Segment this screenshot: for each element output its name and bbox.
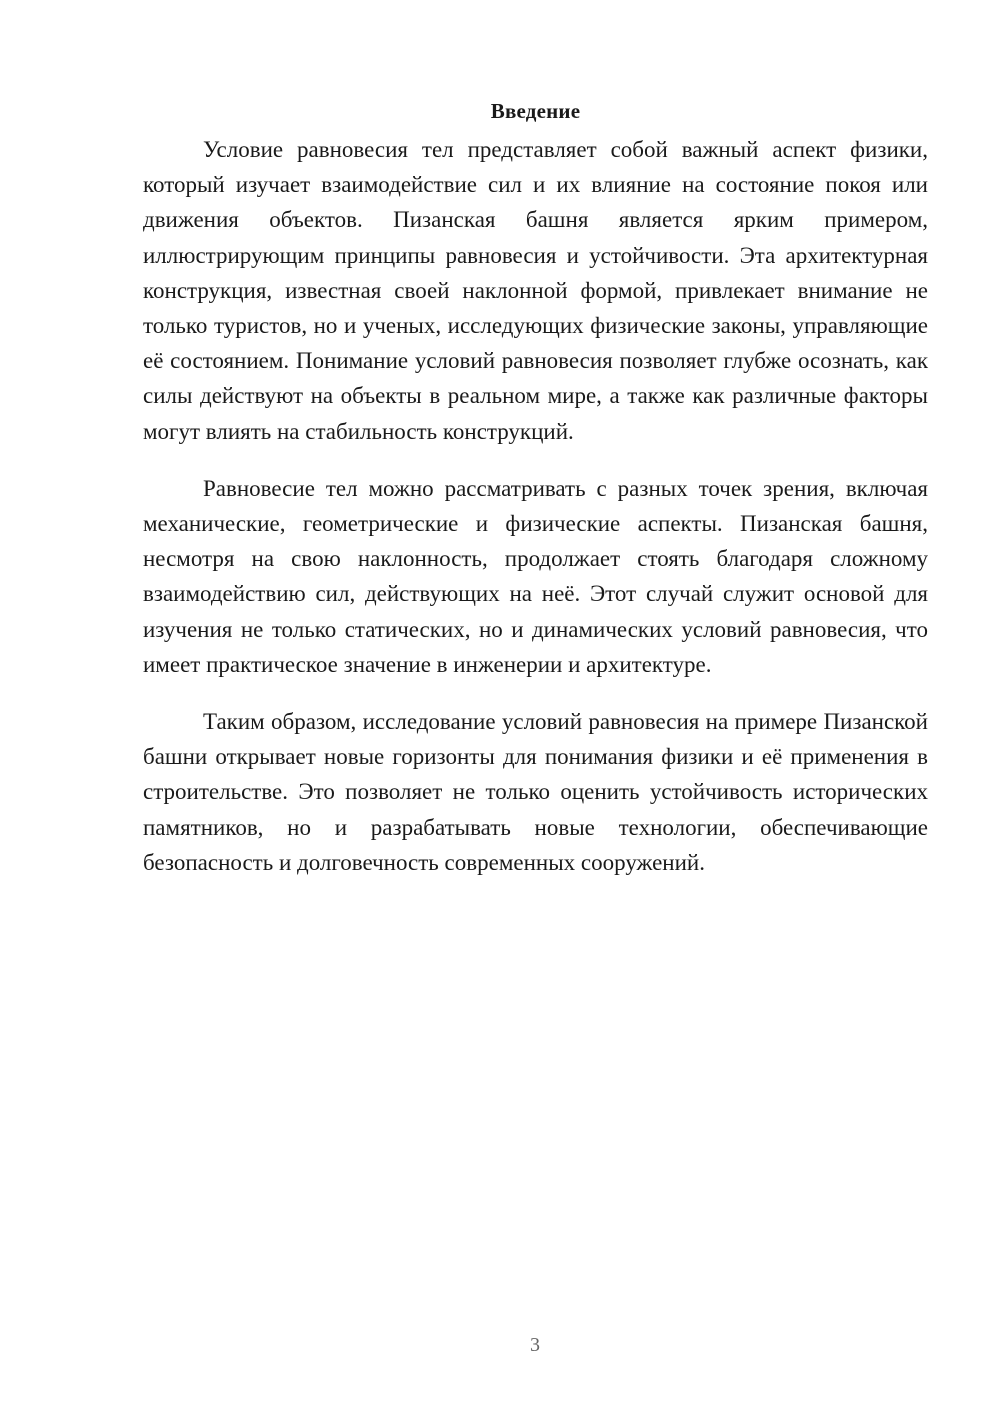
paragraph-3: Таким образом, исследование условий равновесия на примере Пизанской башни открывает новые горизонты для понимания физики и её применения в строительстве. Это позволяет не только оценить устойчивость исторических памятников, но и разрабатывать новые технологии, обеспечивающие безопасность и долговечность современных сооружений. [143,709,928,875]
paragraph-2: Равновесие тел можно рассматривать с разных точек зрения, включая механические, геометрические и физические аспекты. Пизанская башня, несмотря на свою наклонность, продолжает стоять благодаря сложному взаимодействию сил, действующих на неё. Этот случай служит основой для изучения не только статических, но и динамических условий равновесия, что имеет практическое значение в инженерии и архитектуре. [143,475,928,677]
paragraph-1: Условие равновесия тел представляет собой важный аспект физики, который изучает взаимодействие сил и их влияние на состояние покоя или движения объектов. Пизанская башня является ярким примером, иллюстрирующим принципы равновесия и устойчивости. Эта архитектурная конструкция, известная своей наклонной формой, привлекает внимание не только туристов, но и ученых, исследующих физические законы, управляющие её состоянием. Понимание условий равновесия позволяет глубже осознать, как силы действуют на объекты в реальном мире, а также как различные факторы могут влиять на стабильность конструкций. [143,137,928,444]
page-number: 3 [530,1334,540,1356]
page-content [143,96,928,880]
section-title: Введение [490,99,581,123]
